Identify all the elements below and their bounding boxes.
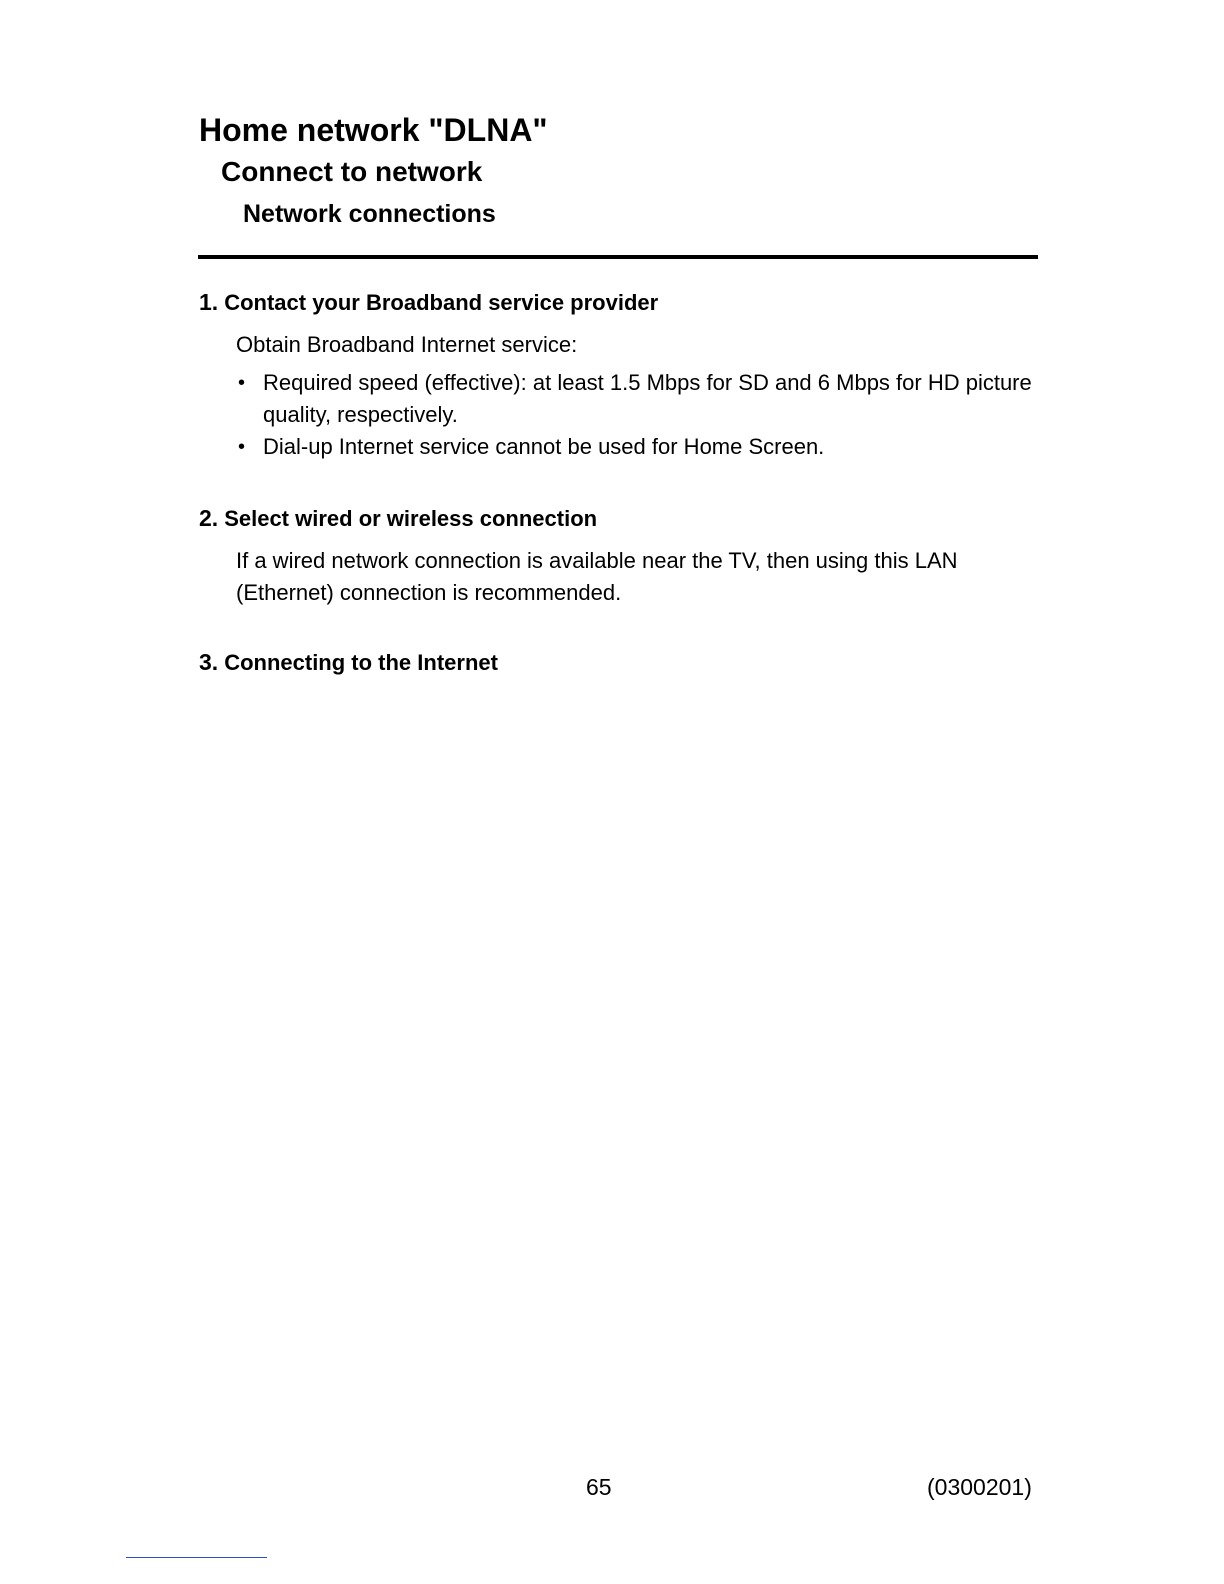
step-number: 3. bbox=[199, 649, 219, 675]
step-1 bbox=[199, 288, 1039, 463]
step-title: Connecting to the Internet bbox=[224, 650, 498, 675]
step-3 bbox=[199, 648, 1039, 677]
header-divider bbox=[198, 255, 1038, 259]
page-title: Home network "DLNA" bbox=[199, 112, 548, 148]
step-text: If a wired network connection is available near the TV, then using this LAN (Ethernet) connection is recommended. bbox=[236, 548, 958, 605]
step-2 bbox=[199, 504, 1039, 609]
list-item bbox=[236, 431, 1039, 463]
step-title: Contact your Broadband service provider bbox=[224, 290, 659, 315]
page-subtitle: Connect to network bbox=[221, 156, 483, 187]
document-code: (0300201) bbox=[927, 1474, 1032, 1500]
section-title: Network connections bbox=[243, 200, 496, 228]
bullet-icon: • bbox=[238, 372, 246, 394]
bullet-text: Dial-up Internet service cannot be used for Home Screen. bbox=[263, 434, 825, 459]
bullet-list bbox=[236, 367, 1039, 463]
step-number: 2. bbox=[199, 505, 219, 531]
bullet-icon: • bbox=[238, 436, 246, 458]
list-item bbox=[236, 367, 1039, 431]
step-body bbox=[236, 545, 1039, 609]
step-body bbox=[236, 329, 1039, 463]
step-heading bbox=[199, 648, 1039, 677]
step-intro: Obtain Broadband Internet service: bbox=[236, 332, 578, 357]
step-number: 1. bbox=[199, 289, 219, 315]
step-heading bbox=[199, 504, 1039, 533]
step-title: Select wired or wireless connection bbox=[224, 506, 598, 531]
page-number: 65 bbox=[586, 1474, 612, 1500]
step-heading bbox=[199, 288, 1039, 317]
bullet-text: Required speed (effective): at least 1.5 Mbps for SD and 6 Mbps for HD picture quality, respectively. bbox=[263, 370, 1032, 427]
footnote-rule bbox=[126, 1557, 267, 1558]
